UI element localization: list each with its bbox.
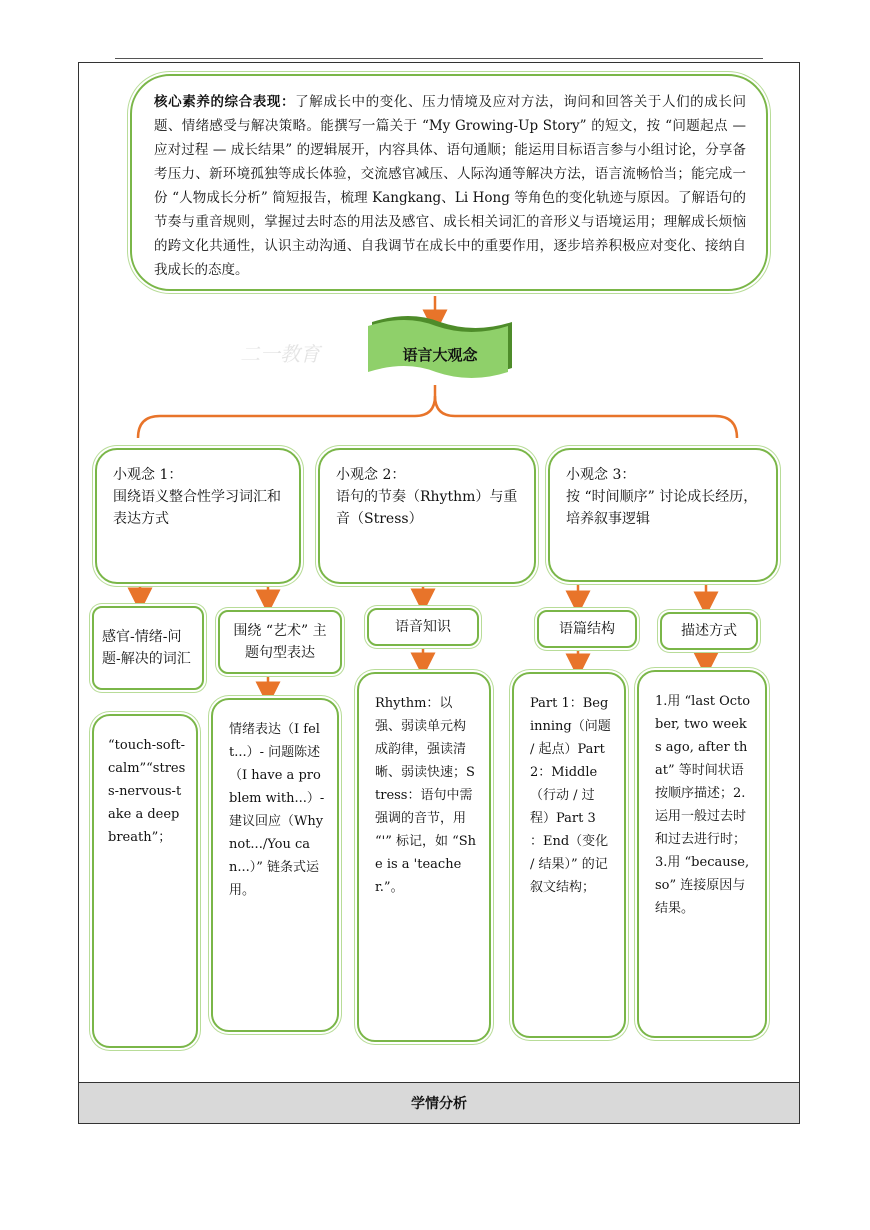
learning-analysis-header: 学情分析 xyxy=(78,1082,800,1124)
watermark: 二一教育 xyxy=(240,342,320,366)
core-competency-box xyxy=(130,74,768,291)
detail-narrative-structure: Part 1：Beginning（问题 / 起点）Part 2：Middle（行动 / 过程）Part 3 ：End（变化 / 结果）” 的记叙文结构； xyxy=(512,672,626,1038)
sub-idea-3-text: 按 “时间顺序” 讨论成长经历，培养叙事逻辑 xyxy=(566,489,758,527)
category-phonetics: 语音知识 xyxy=(367,608,479,646)
detail-time-order: 1.用 “last October, two weeks ago, after that” 等时间状语按顺序描述；2.运用一般过去时和过去进行时；3.用 “because, so” 连接原因与结果。 xyxy=(637,670,767,1038)
sub-idea-3-title: 小观念 3： xyxy=(566,467,636,483)
sub-idea-2-text: 语句的节奏（Rhythm）与重音（Stress） xyxy=(336,489,518,527)
detail-vocabulary: “touch-soft-calm”“stress-nervous-take a deep breath”； xyxy=(92,714,198,1048)
sub-idea-1-title: 小观念 1： xyxy=(113,467,183,483)
category-vocabulary: 感官-情绪-问题-解决的词汇 xyxy=(92,606,204,690)
detail-rhythm-stress: Rhythm：以强、弱读单元构成韵律，强读清晰、弱读快速；Stress：语句中需强调的音节，用 “'” 标记，如 “She is a 'teacher.”。 xyxy=(357,672,491,1042)
sub-idea-1 xyxy=(95,448,301,584)
core-text: 了解成长中的变化、压力情境及应对方法，询问和回答关于人们的成长问题、情绪感受与解决策略。能撰写一篇关于 “My Growing-Up Story” 的短文，按 “问题起点 — 应对过程 — 成长结果” 的逻辑展开，内容具体、语句通顺；能运用目标语言参与小组讨论，分享备考压力、新环境孤独等成长体验，交流感官减压、人际沟通等解决方法，语言流畅恰当；能完成一份 “人物成长分析” 简短报告，梳理 Kangkang、Li Hong 等角色的变化轨迹与原因。了解语句的节奏与重音规则，掌握过去时态的用法及感官、成长相关词汇的音形义与语境运用；理解成长烦恼的跨文化共通性，认识主动沟通、自我调节在成长中的重要作用，逐步培养积极应对变化、接纳自我成长的态度。 xyxy=(154,94,747,278)
category-description: 描述方式 xyxy=(660,612,758,650)
detail-sentence-chain: 情绪表达（I felt...）- 问题陈述（I have a problem with...）- 建议回应（Why not.../You can...）” 链条式运用。 xyxy=(211,698,339,1032)
sub-idea-2 xyxy=(318,448,536,584)
sub-idea-1-text: 围绕语义整合性学习词汇和表达方式 xyxy=(113,489,281,527)
category-art-sentences: 围绕 “艺术” 主题句型表达 xyxy=(218,610,342,674)
category-text-structure: 语篇结构 xyxy=(537,610,637,648)
core-label: 核心素养的综合表现： xyxy=(154,94,296,110)
sub-idea-3 xyxy=(548,448,778,582)
big-idea-title: 语言大观念 xyxy=(402,345,478,364)
sub-idea-2-title: 小观念 2： xyxy=(336,467,406,483)
brace-branch xyxy=(138,396,737,438)
